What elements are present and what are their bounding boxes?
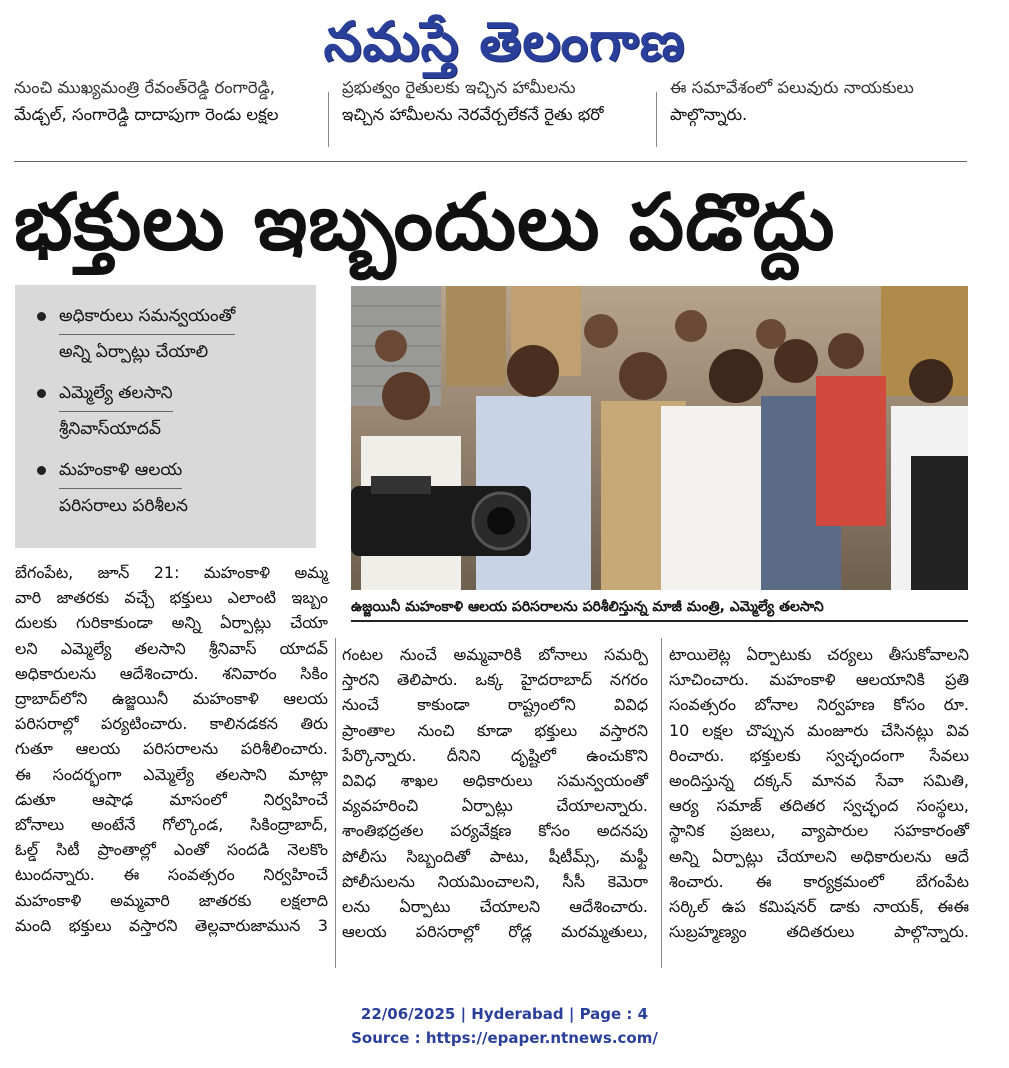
article-line: డుతూ ఆషాఢ మాసంలో నిర్వహించే xyxy=(15,789,328,809)
article-line: ఓల్డ్ సిటీ ప్రాంతాల్లో ఎంతో సందడి నెలకొం xyxy=(15,840,328,860)
masthead-title: నమస్తే తెలంగాణ xyxy=(323,10,686,73)
article-line: గుతూ ఆలయ పరిసరాలను పరిశీలించారు. xyxy=(15,739,328,759)
bullet-icon xyxy=(37,312,46,321)
footer-edition-info: 22/06/2025 | Hyderabad | Page : 4 xyxy=(360,1005,649,1023)
previous-story-line: మేడ్చల్, సంగారెడ్డి దాదాపుగా రెండు లక్షల xyxy=(14,105,279,124)
article-line: ప్రాంతాల నుంచి కూడా భక్తులు వస్తారని xyxy=(342,720,648,740)
article-line: అందిస్తున్న దక్కన్ మానవ సేవా సమితి, xyxy=(669,771,969,791)
previous-story-line: నుంచి ముఖ్యమంత్రి రేవంత్‌రెడ్డి రంగారెడ్డి, xyxy=(14,78,276,97)
article-line: గంటల నుంచే అమ్మవారికి బోనాలు సమర్పి xyxy=(342,645,648,664)
bullet-icon xyxy=(37,389,46,398)
column-divider xyxy=(328,92,329,147)
article-line: స్తారని తెలిపారు. ఒక్క హైదరాబాద్ నగరం xyxy=(342,670,648,690)
news-photo xyxy=(351,286,968,590)
article-line: ఆలయ పరిసరాల్లో రోడ్ల మరమ్మతులు, xyxy=(342,922,648,942)
article-line: అన్ని ఏర్పాట్లు చేయాలని అధికారులను ఆదే xyxy=(669,846,969,866)
article-line: సర్కిల్ ఉప కమిషనర్ డాకు నాయక్, ఈఈ xyxy=(669,897,969,917)
article-line: శాంతిభద్రతల పర్యవేక్షణ కోసం అదనపు xyxy=(342,821,648,841)
previous-story-line: ఈ సమావేశంలో పలువురు నాయకులు xyxy=(670,78,914,97)
article-line: వారి జాతరకు వచ్చే భక్తులు ఎలాంటి ఇబ్బం xyxy=(15,588,328,608)
highlight-line: పరిసరాలు పరిశీలన xyxy=(59,496,188,516)
article-line: పరిసరాల్లో పర్యటించారు. కాలినడకన తిరు xyxy=(15,714,328,734)
highlight-item xyxy=(37,299,302,370)
article-line: పోలీసులను నియమించాలని, సీసీ కెమెరా xyxy=(342,871,648,891)
footer-source-link[interactable]: Source : https://epaper.ntnews.com/ xyxy=(351,1029,658,1047)
article-line: బేగంపేట, జూన్ 21: మహంకాళి అమ్మ xyxy=(15,563,328,582)
article-column-1 xyxy=(15,560,328,938)
article-line: ఈ సందర్భంగా ఎమ్మెల్యే తలసాని మాట్లా xyxy=(15,764,328,784)
article-line: స్థానిక ప్రజలు, వ్యాపారుల సహకారంతో xyxy=(669,821,969,841)
highlights-box xyxy=(15,285,316,548)
article-line: అధికారులను ఆదేశించారు. శనివారం సికిం xyxy=(15,663,328,683)
article-line: బోనాలు అంటేనే గోల్కొండ, సికింద్రాబాద్, xyxy=(15,815,328,835)
article-line: వ్యవహరించి ఏర్పాట్లు చేయాలన్నారు. xyxy=(342,796,648,816)
article-line: టుందన్నారు. ఈ సంవత్సరం నిర్వహించే xyxy=(15,865,328,885)
video-camera-icon xyxy=(351,476,531,556)
highlight-line: మహంకాళి ఆలయ xyxy=(59,453,182,489)
highlight-line: ఎమ్మెల్యే తలసాని xyxy=(59,376,173,412)
previous-story-line: ఇచ్చిన హామీలను నెరవేర్చలేకనే రైతు భరో xyxy=(342,105,604,124)
column-divider xyxy=(661,638,662,968)
article-line: లని ఎమ్మెల్యే తలసాని శ్రీనివాస్ యాదవ్ xyxy=(15,638,328,658)
article-line: ద్రాబాద్‌లోని ఉజ్జయినీ మహంకాళి ఆలయ xyxy=(15,689,328,709)
article-column-2 xyxy=(342,642,648,944)
highlight-item xyxy=(37,376,302,447)
article-line: సుబ్రహ్మణ్యం తదితరులు పాల్గొన్నారు. xyxy=(669,922,969,942)
article-line: సూచించారు. మహంకాళి ఆలయానికి ప్రతి xyxy=(669,670,969,690)
crowd-photo-illustration xyxy=(351,286,968,590)
column-divider xyxy=(656,92,657,147)
highlight-line: అధికారులు సమన్వయంతో xyxy=(59,299,235,335)
highlight-line: అన్ని ఏర్పాట్లు చేయాలి xyxy=(59,342,209,362)
article-line: మహంకాళి అమ్మవారి జాతరకు లక్షలాది xyxy=(15,890,328,910)
article-column-3 xyxy=(669,642,969,944)
article-line: మంది భక్తులు వస్తారని తెల్లవారుజామున 3 xyxy=(15,915,328,935)
article-line: ఆర్య సమాజ్ తదితర స్వచ్ఛంద సంస్థలు, xyxy=(669,796,969,816)
article-line: సంవత్సరం బోనాల నిర్వహణ కోసం రూ. xyxy=(669,695,969,715)
article-line: పోలీసు సిబ్బందితో పాటు, షీటీమ్స్, మఫ్టీ xyxy=(342,846,648,866)
previous-story-column-1 xyxy=(14,78,314,144)
bullet-icon xyxy=(37,466,46,475)
article-line: రించారు. భక్తులకు స్వచ్ఛందంగా సేవలు xyxy=(669,745,969,765)
article-line: వివిధ శాఖల అధికారులు సమన్వయంతో xyxy=(342,771,648,791)
caption-divider xyxy=(351,620,968,622)
column-divider xyxy=(335,638,336,968)
article-line: శించారు. ఈ కార్యక్రమంలో బేగంపేట xyxy=(669,871,969,891)
previous-story-line: పాల్గొన్నారు. xyxy=(670,105,748,124)
article-line: దులకు గురికాకుండా అన్ని ఏర్పాట్లు చేయా xyxy=(15,613,328,633)
section-divider xyxy=(14,161,967,162)
headline: భక్తులు ఇబ్బందులు పడొద్దు xyxy=(14,178,836,268)
previous-story-column-2 xyxy=(342,78,642,144)
article-line: 10 లక్షల చొప్పున మంజూరు చేసినట్లు వివ xyxy=(669,720,969,740)
article-line: టాయిలెట్ల ఏర్పాటుకు చర్యలు తీసుకోవాలని xyxy=(669,645,969,664)
previous-story-column-3 xyxy=(670,78,970,144)
highlight-line: శ్రీనివాస్‌యాదవ్ xyxy=(59,419,161,439)
article-line: పేర్కొన్నారు. దీనిని దృష్టిలో ఉంచుకొని xyxy=(342,745,648,765)
article-line: లను ఏర్పాటు చేయాలని ఆదేశించారు. xyxy=(342,897,648,917)
photo-caption: ఉజ్జయినీ మహంకాళి ఆలయ పరిసరాలను పరిశీలిస్తున్న మాజీ మంత్రి, ఎమ్మెల్యే తలసాని xyxy=(351,599,824,615)
previous-story-line: ప్రభుత్వం రైతులకు ఇచ్చిన హామీలను xyxy=(342,78,576,97)
article-line: నుంచే కాకుండా రాష్ట్రంలోని వివిధ xyxy=(342,695,648,715)
highlight-item xyxy=(37,453,302,524)
masthead-logo xyxy=(0,4,1009,80)
